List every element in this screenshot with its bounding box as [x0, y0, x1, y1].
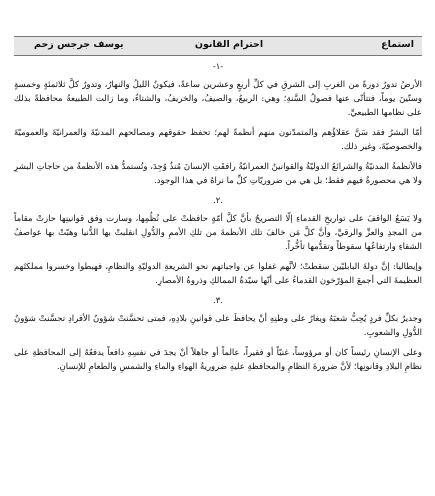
document-title: احترام القانون — [194, 39, 264, 50]
section-number: .٣. — [213, 296, 223, 306]
paragraph: فالأنظمةُ المدنيّةُ والشرائعُ الدوليّةُ والقوانينُ العمرانيّةُ رافقَتِ الإنسانَ مُنذُ وُجِدَ، وتُستمدُّ هذه الأنظمةُ من حاجاتِ البشرِ ولا هي محصورةٌ فيهم فقط؛ بل هي من ضروريّاتِ كلِّ ما نراهُ في هذا الوجود. — [14, 162, 422, 186]
paragraph: وجديرٌ بكلِّ فردٍ يُحِبُّ شعبَهُ ويغارُ على وطنِهِ أنْ يحافظَ على قوانينِ بلادِهِ، فمتى تحسَّنتْ شؤونُ الأفرادِ تحسَّنتْ شؤونُ الدُّولِ والشعوبِ. — [14, 314, 422, 338]
paragraph: الأرضُ تدورُ دورةً من الغربِ إلى الشرقِ في كلِّ أربعٍ وعشرين ساعةً، فيكونُ الليلُ والنهارُ، وتدورُ كلَّ ثلاثمئةٍ وخمسةٍ وستّينَ يوماً، فتتأتّى عنها فصولُ السَّنةِ؛ وهي: الربيعُ، والصيفُ، والخريفُ، والشتاءُ، وما زالت الطبيعةُ محافظةً بذلك على نظامها الطبيعيِّ. — [14, 80, 422, 118]
paragraph: ولا يَسَعُ الواقفَ على تواريخِ القدماءِ إلّا التصريحُ بأنَّ كلَّ أمّةٍ حافظتْ على نُظُمِها، وسارت وفق قوانينِها حازتْ مقاماً من المجدِ والعزِّ والرقيِّ، وأنَّ كلَّ مَن خالفَ تلك الأنظمةَ من تلكِ الأممِ والدُّولِ انقلبتْ بها الدُّنيا وهبّتْ بها عواصفُ الشقاءِ وارتفاعُها سقوطاً وتقدُّمها تأخُّراً. — [14, 214, 422, 252]
paragraph: وعلى الإنسانِ رئيساً كان أو مرؤوساً، غنيّاً أو فقيراً، عالماً أو جاهلاً أنْ يجدَ في نفسِهِ دافعاً يدفعُهُ إلى المحافظةِ على نظامِ البلادِ وقانونِها؛ لأنَّ ضرورةَ النظامِ والمحافظةِ عليهِ ضروريةُ الهواءِ والماءِ والشمسِ والطعامِ للإنسانِ. — [14, 348, 422, 372]
header-bar — [14, 36, 422, 56]
paragraph: أمّا البشرُ فقد سَنَّ عقلاؤُهم والمتمدّنون منهم أنظمةً لهم؛ تحفظ حقوقهم ومصالحهم المدنيّةَ والعمرانيّةَ والعموميّةَ والخصوصيّةَ، وغير ذلك. — [14, 128, 422, 152]
author-name: يوسف جرجس زحم — [34, 39, 124, 50]
section-number: .٢. — [213, 196, 223, 206]
document-body — [14, 60, 422, 380]
category-label: استماع — [381, 39, 414, 50]
paragraph: وإيطاليا: إنَّ دولةَ البابليّين سقطتْ؛ لأنَّهم غفلوا عن واجباتهم نحو الشريعةِ الدوليّةِ والنظامِ، فهبطوا وخسروا مملكتَهم العظيمةَ التي أجمعَ المؤرّخون القدماءُ على أنّها سيّدةُ الممالكِ وذروةُ الأمصارِ. — [14, 262, 422, 286]
section-number: -١- — [212, 62, 224, 72]
